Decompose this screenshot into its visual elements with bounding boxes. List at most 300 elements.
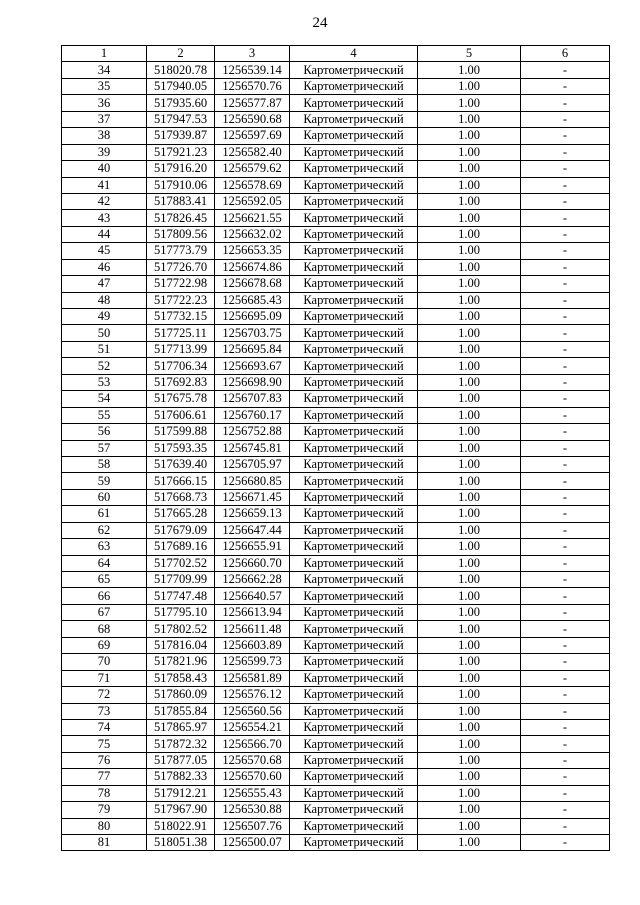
cell-point-number: 66 — [62, 588, 147, 604]
cell-method: Картометрический — [290, 177, 418, 193]
cell-accuracy: 1.00 — [418, 391, 521, 407]
cell-description: - — [521, 325, 610, 341]
cell-y-coordinate: 1256507.76 — [215, 818, 290, 834]
cell-accuracy: 1.00 — [418, 243, 521, 259]
cell-x-coordinate: 517675.78 — [147, 391, 215, 407]
cell-accuracy: 1.00 — [418, 719, 521, 735]
table-row — [62, 391, 610, 407]
cell-x-coordinate: 517747.48 — [147, 588, 215, 604]
cell-accuracy: 1.00 — [418, 473, 521, 489]
cell-description: - — [521, 358, 610, 374]
cell-y-coordinate: 1256653.35 — [215, 243, 290, 259]
cell-accuracy: 1.00 — [418, 210, 521, 226]
cell-point-number: 54 — [62, 391, 147, 407]
cell-point-number: 49 — [62, 309, 147, 325]
cell-accuracy: 1.00 — [418, 111, 521, 127]
cell-method: Картометрический — [290, 637, 418, 653]
table-row — [62, 604, 610, 620]
cell-y-coordinate: 1256570.60 — [215, 769, 290, 785]
table-row — [62, 259, 610, 275]
cell-description: - — [521, 341, 610, 357]
table-header-row — [62, 46, 610, 62]
cell-accuracy: 1.00 — [418, 95, 521, 111]
table-header — [62, 46, 610, 62]
cell-accuracy: 1.00 — [418, 309, 521, 325]
cell-y-coordinate: 1256597.69 — [215, 128, 290, 144]
cell-point-number: 63 — [62, 539, 147, 555]
cell-x-coordinate: 517593.35 — [147, 440, 215, 456]
cell-method: Картометрический — [290, 111, 418, 127]
cell-y-coordinate: 1256655.91 — [215, 539, 290, 555]
cell-description: - — [521, 835, 610, 851]
cell-description: - — [521, 193, 610, 209]
cell-x-coordinate: 517947.53 — [147, 111, 215, 127]
cell-y-coordinate: 1256678.68 — [215, 276, 290, 292]
cell-description: - — [521, 637, 610, 653]
cell-x-coordinate: 517706.34 — [147, 358, 215, 374]
cell-x-coordinate: 517910.06 — [147, 177, 215, 193]
cell-point-number: 62 — [62, 522, 147, 538]
cell-point-number: 61 — [62, 506, 147, 522]
cell-y-coordinate: 1256659.13 — [215, 506, 290, 522]
cell-description: - — [521, 621, 610, 637]
cell-x-coordinate: 517821.96 — [147, 654, 215, 670]
cell-method: Картометрический — [290, 785, 418, 801]
cell-y-coordinate: 1256577.87 — [215, 95, 290, 111]
cell-x-coordinate: 517816.04 — [147, 637, 215, 653]
cell-description: - — [521, 276, 610, 292]
cell-accuracy: 1.00 — [418, 407, 521, 423]
cell-description: - — [521, 111, 610, 127]
cell-method: Картометрический — [290, 407, 418, 423]
cell-x-coordinate: 517916.20 — [147, 161, 215, 177]
cell-y-coordinate: 1256695.09 — [215, 309, 290, 325]
cell-method: Картометрический — [290, 128, 418, 144]
cell-method: Картометрический — [290, 309, 418, 325]
table-row — [62, 374, 610, 390]
cell-description: - — [521, 391, 610, 407]
cell-accuracy: 1.00 — [418, 226, 521, 242]
table-row — [62, 522, 610, 538]
cell-x-coordinate: 517809.56 — [147, 226, 215, 242]
cell-x-coordinate: 517802.52 — [147, 621, 215, 637]
cell-y-coordinate: 1256632.02 — [215, 226, 290, 242]
table-row — [62, 719, 610, 735]
cell-point-number: 81 — [62, 835, 147, 851]
cell-point-number: 64 — [62, 555, 147, 571]
cell-point-number: 71 — [62, 670, 147, 686]
table-row — [62, 161, 610, 177]
table-row — [62, 193, 610, 209]
cell-accuracy: 1.00 — [418, 555, 521, 571]
cell-description: - — [521, 144, 610, 160]
cell-point-number: 69 — [62, 637, 147, 653]
cell-description: - — [521, 374, 610, 390]
cell-x-coordinate: 517666.15 — [147, 473, 215, 489]
cell-description: - — [521, 818, 610, 834]
cell-y-coordinate: 1256579.62 — [215, 161, 290, 177]
cell-x-coordinate: 517860.09 — [147, 687, 215, 703]
cell-x-coordinate: 517689.16 — [147, 539, 215, 555]
cell-point-number: 60 — [62, 489, 147, 505]
cell-x-coordinate: 517726.70 — [147, 259, 215, 275]
table-row — [62, 489, 610, 505]
cell-method: Картометрический — [290, 161, 418, 177]
cell-accuracy: 1.00 — [418, 785, 521, 801]
table-row — [62, 769, 610, 785]
table-row — [62, 177, 610, 193]
cell-x-coordinate: 518022.91 — [147, 818, 215, 834]
cell-point-number: 48 — [62, 292, 147, 308]
cell-method: Картометрический — [290, 325, 418, 341]
cell-accuracy: 1.00 — [418, 276, 521, 292]
cell-point-number: 39 — [62, 144, 147, 160]
cell-method: Картометрический — [290, 473, 418, 489]
cell-accuracy: 1.00 — [418, 736, 521, 752]
cell-x-coordinate: 517826.45 — [147, 210, 215, 226]
cell-accuracy: 1.00 — [418, 358, 521, 374]
cell-method: Картометрический — [290, 670, 418, 686]
cell-method: Картометрический — [290, 358, 418, 374]
cell-y-coordinate: 1256592.05 — [215, 193, 290, 209]
cell-accuracy: 1.00 — [418, 78, 521, 94]
cell-description: - — [521, 456, 610, 472]
cell-method: Картометрический — [290, 752, 418, 768]
cell-y-coordinate: 1256582.40 — [215, 144, 290, 160]
cell-accuracy: 1.00 — [418, 424, 521, 440]
cell-point-number: 74 — [62, 719, 147, 735]
cell-x-coordinate: 518020.78 — [147, 62, 215, 78]
cell-description: - — [521, 769, 610, 785]
cell-method: Картометрический — [290, 555, 418, 571]
cell-description: - — [521, 654, 610, 670]
table-row — [62, 144, 610, 160]
cell-x-coordinate: 517722.98 — [147, 276, 215, 292]
cell-point-number: 78 — [62, 785, 147, 801]
cell-accuracy: 1.00 — [418, 456, 521, 472]
cell-accuracy: 1.00 — [418, 489, 521, 505]
cell-y-coordinate: 1256671.45 — [215, 489, 290, 505]
cell-description: - — [521, 243, 610, 259]
cell-y-coordinate: 1256703.75 — [215, 325, 290, 341]
cell-point-number: 44 — [62, 226, 147, 242]
table-row — [62, 78, 610, 94]
cell-y-coordinate: 1256613.94 — [215, 604, 290, 620]
table-row — [62, 752, 610, 768]
cell-description: - — [521, 670, 610, 686]
table-row — [62, 325, 610, 341]
cell-accuracy: 1.00 — [418, 818, 521, 834]
table-row — [62, 506, 610, 522]
column-header-4: 4 — [290, 46, 418, 62]
cell-x-coordinate: 517877.05 — [147, 752, 215, 768]
cell-method: Картометрический — [290, 440, 418, 456]
cell-x-coordinate: 517702.52 — [147, 555, 215, 571]
cell-accuracy: 1.00 — [418, 572, 521, 588]
cell-point-number: 45 — [62, 243, 147, 259]
cell-x-coordinate: 517732.15 — [147, 309, 215, 325]
cell-y-coordinate: 1256530.88 — [215, 802, 290, 818]
cell-y-coordinate: 1256539.14 — [215, 62, 290, 78]
cell-x-coordinate: 518051.38 — [147, 835, 215, 851]
cell-y-coordinate: 1256621.55 — [215, 210, 290, 226]
cell-method: Картометрический — [290, 424, 418, 440]
cell-accuracy: 1.00 — [418, 325, 521, 341]
cell-method: Картометрический — [290, 489, 418, 505]
cell-x-coordinate: 517935.60 — [147, 95, 215, 111]
cell-method: Картометрический — [290, 95, 418, 111]
table-row — [62, 128, 610, 144]
table-body — [62, 62, 610, 851]
cell-accuracy: 1.00 — [418, 670, 521, 686]
cell-y-coordinate: 1256599.73 — [215, 654, 290, 670]
cell-description: - — [521, 555, 610, 571]
table-row — [62, 621, 610, 637]
cell-description: - — [521, 292, 610, 308]
cell-accuracy: 1.00 — [418, 341, 521, 357]
cell-accuracy: 1.00 — [418, 292, 521, 308]
table-row — [62, 473, 610, 489]
table-row — [62, 226, 610, 242]
column-header-5: 5 — [418, 46, 521, 62]
cell-description: - — [521, 62, 610, 78]
cell-y-coordinate: 1256560.56 — [215, 703, 290, 719]
cell-accuracy: 1.00 — [418, 687, 521, 703]
table-row — [62, 276, 610, 292]
cell-x-coordinate: 517872.32 — [147, 736, 215, 752]
cell-x-coordinate: 517921.23 — [147, 144, 215, 160]
cell-description: - — [521, 473, 610, 489]
cell-y-coordinate: 1256570.68 — [215, 752, 290, 768]
cell-x-coordinate: 517722.23 — [147, 292, 215, 308]
cell-y-coordinate: 1256555.43 — [215, 785, 290, 801]
cell-description: - — [521, 161, 610, 177]
cell-point-number: 68 — [62, 621, 147, 637]
cell-description: - — [521, 703, 610, 719]
cell-y-coordinate: 1256745.81 — [215, 440, 290, 456]
cell-point-number: 75 — [62, 736, 147, 752]
page-number: 24 — [312, 15, 328, 31]
cell-method: Картометрический — [290, 654, 418, 670]
cell-y-coordinate: 1256760.17 — [215, 407, 290, 423]
cell-x-coordinate: 517668.73 — [147, 489, 215, 505]
cell-point-number: 70 — [62, 654, 147, 670]
cell-accuracy: 1.00 — [418, 161, 521, 177]
cell-method: Картометрический — [290, 341, 418, 357]
table-row — [62, 572, 610, 588]
cell-method: Картометрический — [290, 78, 418, 94]
cell-x-coordinate: 517725.11 — [147, 325, 215, 341]
cell-x-coordinate: 517665.28 — [147, 506, 215, 522]
cell-description: - — [521, 604, 610, 620]
cell-point-number: 47 — [62, 276, 147, 292]
cell-x-coordinate: 517865.97 — [147, 719, 215, 735]
table-row — [62, 424, 610, 440]
cell-method: Картометрический — [290, 374, 418, 390]
cell-point-number: 53 — [62, 374, 147, 390]
table-row — [62, 654, 610, 670]
cell-y-coordinate: 1256647.44 — [215, 522, 290, 538]
table-row — [62, 95, 610, 111]
table-row — [62, 539, 610, 555]
cell-description: - — [521, 522, 610, 538]
cell-method: Картометрический — [290, 818, 418, 834]
cell-description: - — [521, 736, 610, 752]
cell-point-number: 76 — [62, 752, 147, 768]
cell-y-coordinate: 1256578.69 — [215, 177, 290, 193]
cell-accuracy: 1.00 — [418, 752, 521, 768]
cell-point-number: 41 — [62, 177, 147, 193]
cell-description: - — [521, 506, 610, 522]
cell-description: - — [521, 78, 610, 94]
cell-x-coordinate: 517599.88 — [147, 424, 215, 440]
cell-description: - — [521, 407, 610, 423]
cell-x-coordinate: 517795.10 — [147, 604, 215, 620]
cell-x-coordinate: 517940.05 — [147, 78, 215, 94]
cell-accuracy: 1.00 — [418, 637, 521, 653]
cell-method: Картометрический — [290, 276, 418, 292]
cell-point-number: 50 — [62, 325, 147, 341]
cell-description: - — [521, 752, 610, 768]
cell-point-number: 43 — [62, 210, 147, 226]
cell-method: Картометрический — [290, 144, 418, 160]
cell-accuracy: 1.00 — [418, 539, 521, 555]
table-row — [62, 309, 610, 325]
cell-accuracy: 1.00 — [418, 522, 521, 538]
cell-method: Картометрический — [290, 226, 418, 242]
table-row — [62, 341, 610, 357]
cell-point-number: 35 — [62, 78, 147, 94]
cell-y-coordinate: 1256707.83 — [215, 391, 290, 407]
cell-x-coordinate: 517912.21 — [147, 785, 215, 801]
cell-method: Картометрический — [290, 391, 418, 407]
cell-y-coordinate: 1256752.88 — [215, 424, 290, 440]
table-row — [62, 703, 610, 719]
cell-method: Картометрический — [290, 802, 418, 818]
cell-point-number: 67 — [62, 604, 147, 620]
cell-x-coordinate: 517713.99 — [147, 341, 215, 357]
cell-point-number: 55 — [62, 407, 147, 423]
cell-x-coordinate: 517639.40 — [147, 456, 215, 472]
cell-x-coordinate: 517882.33 — [147, 769, 215, 785]
cell-description: - — [521, 539, 610, 555]
cell-x-coordinate: 517883.41 — [147, 193, 215, 209]
cell-description: - — [521, 572, 610, 588]
cell-y-coordinate: 1256581.89 — [215, 670, 290, 686]
cell-description: - — [521, 802, 610, 818]
table-row — [62, 802, 610, 818]
cell-y-coordinate: 1256566.70 — [215, 736, 290, 752]
cell-description: - — [521, 489, 610, 505]
table-row — [62, 62, 610, 78]
cell-accuracy: 1.00 — [418, 440, 521, 456]
cell-description: - — [521, 177, 610, 193]
table-row — [62, 210, 610, 226]
cell-description: - — [521, 440, 610, 456]
table-row — [62, 736, 610, 752]
cell-accuracy: 1.00 — [418, 144, 521, 160]
cell-point-number: 59 — [62, 473, 147, 489]
table-row — [62, 243, 610, 259]
cell-description: - — [521, 785, 610, 801]
cell-y-coordinate: 1256640.57 — [215, 588, 290, 604]
cell-accuracy: 1.00 — [418, 374, 521, 390]
cell-x-coordinate: 517967.90 — [147, 802, 215, 818]
cell-point-number: 65 — [62, 572, 147, 588]
cell-x-coordinate: 517606.61 — [147, 407, 215, 423]
cell-x-coordinate: 517773.79 — [147, 243, 215, 259]
cell-method: Картометрический — [290, 456, 418, 472]
cell-x-coordinate: 517858.43 — [147, 670, 215, 686]
cell-accuracy: 1.00 — [418, 506, 521, 522]
cell-method: Картометрический — [290, 210, 418, 226]
table-row — [62, 670, 610, 686]
cell-y-coordinate: 1256695.84 — [215, 341, 290, 357]
cell-method: Картометрический — [290, 506, 418, 522]
cell-y-coordinate: 1256554.21 — [215, 719, 290, 735]
cell-description: - — [521, 210, 610, 226]
cell-accuracy: 1.00 — [418, 588, 521, 604]
cell-point-number: 72 — [62, 687, 147, 703]
column-header-3: 3 — [215, 46, 290, 62]
cell-y-coordinate: 1256685.43 — [215, 292, 290, 308]
cell-y-coordinate: 1256590.68 — [215, 111, 290, 127]
cell-point-number: 37 — [62, 111, 147, 127]
cell-method: Картометрический — [290, 687, 418, 703]
cell-point-number: 38 — [62, 128, 147, 144]
cell-accuracy: 1.00 — [418, 835, 521, 851]
cell-accuracy: 1.00 — [418, 604, 521, 620]
table-row — [62, 555, 610, 571]
cell-point-number: 57 — [62, 440, 147, 456]
column-header-1: 1 — [62, 46, 147, 62]
cell-description: - — [521, 95, 610, 111]
cell-method: Картометрический — [290, 62, 418, 78]
cell-point-number: 80 — [62, 818, 147, 834]
cell-point-number: 36 — [62, 95, 147, 111]
cell-description: - — [521, 424, 610, 440]
table-row — [62, 456, 610, 472]
cell-description: - — [521, 259, 610, 275]
cell-method: Картометрический — [290, 588, 418, 604]
cell-description: - — [521, 588, 610, 604]
cell-accuracy: 1.00 — [418, 193, 521, 209]
cell-x-coordinate: 517692.83 — [147, 374, 215, 390]
table-row — [62, 588, 610, 604]
cell-point-number: 46 — [62, 259, 147, 275]
table-row — [62, 111, 610, 127]
coordinates-table — [61, 45, 610, 851]
cell-point-number: 34 — [62, 62, 147, 78]
cell-method: Картометрический — [290, 719, 418, 735]
cell-method: Картометрический — [290, 522, 418, 538]
cell-method: Картометрический — [290, 621, 418, 637]
column-header-2: 2 — [147, 46, 215, 62]
table-row — [62, 835, 610, 851]
cell-description: - — [521, 309, 610, 325]
cell-point-number: 77 — [62, 769, 147, 785]
table-row — [62, 407, 610, 423]
table-row — [62, 785, 610, 801]
column-header-6: 6 — [521, 46, 610, 62]
cell-accuracy: 1.00 — [418, 621, 521, 637]
cell-y-coordinate: 1256576.12 — [215, 687, 290, 703]
cell-accuracy: 1.00 — [418, 802, 521, 818]
cell-accuracy: 1.00 — [418, 703, 521, 719]
cell-method: Картометрический — [290, 604, 418, 620]
cell-x-coordinate: 517855.84 — [147, 703, 215, 719]
cell-point-number: 51 — [62, 341, 147, 357]
